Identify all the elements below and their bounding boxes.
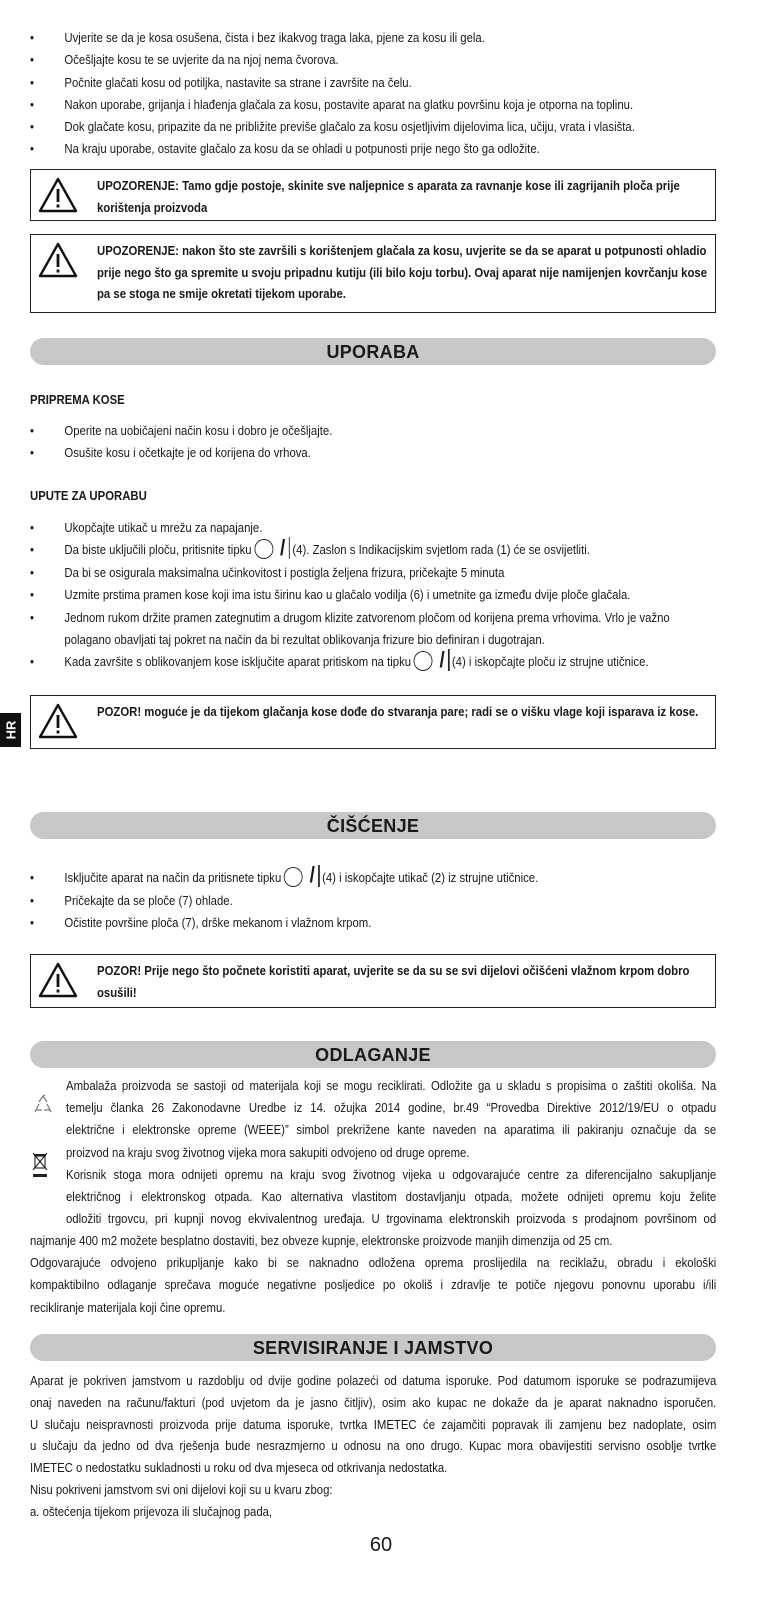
servis-paragraph: Aparat je pokriven jamstvom u razdoblju od dvije godine polazeći od datuma isporuke. Pod datumom isporuke se podrazumijeva onaj naveden na računu/fakturi (pod uvjetom da je jasno čitljiv), osim ako kupac ne dokaže da je aparat naknadno isporučen. U slučaju neispravnosti proizvoda prije datuma isporuke, tvrtka IMETEC će zajamčiti popravak ili zamjenu bez nadoplate, osim u slučaju da jedno od dva rješenja bude nesrazmjerno u odnosu na ono drugo. Kupac mora obavijestiti servisno osoblje tvrtke IMETEC o nedostatku sukladnosti u roku od dva mjeseca od otkrivanja nedostatka. Nisu pokriveni jamstvom svi oni dijelovi koji su u kvaru zbog: a. oštećenja tijekom prijevoza ili slučajnog pada,	[30, 1373, 717, 1519]
warning-text: POZOR! Prije nego što počnete koristiti aparat, uvjerite se da su se svi dijelovi očišćeni vlažnom krpom dobro osušili!	[97, 963, 690, 1000]
list-item: • Da biste uključili ploču, pritisnite tipku / (4). Zaslon s Indikacijskim svjetlom rada (1) će se osvijetliti.	[30, 534, 590, 560]
list-item: • Pričekajte da se ploče (7) ohlade.	[30, 892, 233, 908]
crossed-bin-icon	[30, 1150, 50, 1180]
list-item: • Uzmite prstima pramen kose koji ima istu širinu kao u glačalo vodilja (6) i umetnite ga između dvije ploče glačala.	[30, 587, 631, 603]
section-heading-ciscenje: ČIŠĆENJE	[30, 812, 716, 839]
warning-text: UPOZORENJE: Tamo gdje postoje, skinite sve naljepnice s aparata za ravnanje kose ili zagrijanih ploča prije korištenja proizvoda	[97, 178, 680, 215]
list-item: • Osušite kosu i očetkajte je od korijena do vrhova.	[30, 445, 311, 461]
warning-triangle-icon	[37, 241, 79, 279]
ciscenje-list	[30, 862, 744, 934]
warning-box	[30, 695, 716, 749]
list-item: • Kada završite s oblikovanjem kose isključite aparat pritiskom na tipku / (4) i iskopčajte ploču iz strujne utičnice.	[30, 646, 649, 672]
list-item: • Očistite površine ploča (7), drške mekanom i vlažnom krpom.	[30, 914, 372, 930]
list-item: • Ukopčajte utikač u mrežu za napajanje.	[30, 520, 263, 535]
subheading-upute: UPUTE ZA UPORABU	[30, 488, 147, 503]
list-item: • Uvjerite se da je kosa osušena, čista i bez ikakvog traga laka, pjene za kosu ili gela.	[30, 30, 485, 45]
section-heading-uporaba: UPORABA	[30, 338, 716, 365]
power-button-icon	[414, 651, 433, 671]
section-heading-servis: SERVISIRANJE I JAMSTVO	[30, 1334, 716, 1361]
list-item: • Nakon uporabe, grijanja i hlađenja glačala za kosu, postavite aparat na glatku površinu koja je otporna na toplinu.	[30, 96, 634, 112]
list-item: • Očešljajte kosu te se uvjerite da na njoj nema čvorova.	[30, 52, 339, 68]
warning-text: POZOR! moguće je da tijekom glačanja kose dođe do stvaranja pare; radi se o višku vlage koji isparava iz kose.	[97, 704, 699, 719]
list-item: • Počnite glačati kosu od potiljka, nastavite sa strane i završite na čelu.	[30, 74, 412, 90]
language-tab: HR	[0, 713, 21, 747]
list-item: • Dok glačate kosu, pripazite da ne približite previše glačalo za kosu osjetljivim dijelovima lica, učiju, vrata i vlasišta.	[30, 119, 635, 135]
upute-list	[30, 517, 744, 674]
intro-bullet-list	[30, 27, 744, 161]
list-item: • Isključite aparat na način da pritisnete tipku / (4) i iskopčajte utikač (2) iz strujne utičnice.	[30, 862, 539, 888]
warning-box	[30, 234, 716, 313]
list-item: • Na kraju uporabe, ostavite glačalo za kosu da se ohladi u potpunosti prije nego što ga odložite.	[30, 141, 540, 157]
recycle-icon	[32, 1093, 54, 1115]
odlaganje-paragraph-continued: najmanje 400 m2 možete besplatno dostaviti, bez obveze kupnje, elektronske proizvode manjih dimenzija od 25 cm. Odgovarajuće odvojeno prikupljanje kako bi se naknadno odložena oprema proslijedila na reciklažu, obradu i ekološki kompaktibilno odlaganje sprečava moguće negativne posljedice po okoliš i zdravlje te potiče njegovu ponovnu uporabu i/ili recikliranje materijala koji čine opremu.	[30, 1233, 717, 1315]
warning-triangle-icon	[37, 176, 79, 214]
subheading-priprema: PRIPREMA KOSE	[30, 392, 125, 407]
list-item-continuation: polagano obavljati taj pokret na način da bi rezultat oblikovanja frizure bio definiran i dugotrajan.	[64, 631, 545, 647]
odlaganje-paragraph: Ambalaža proizvoda se sastoji od materijala koji se mogu reciklirati. Odložite ga u skladu s propisima o zaštiti okoliša. Na temelju članka 26 Zakonodavne Uredbe iz 14. ožujka 2014 godine, br.49 “Provedba Direktive 2012/19/EU o otpadu električne i elektronske opreme (WEEE)” simbol prekrižene kante naveden na aparatima ili pakiranju označuje da se proizvod na kraju svog životnog vijeka mora sakupiti odvojeno od druge opreme. Korisnik stoga mora odnijeti opremu na kraju svog životnog vijeka u odgovarajuće centre za diferencijalno sakupljanje električnog i elektronskog otpada. Kao alternativa vlastitom dostavljanju otpada, možete odnijeti opremu koju želite odložiti trgovcu, pri kupnji novog ekvivalentnog uređaja. U trgovinama elektronskih proizvoda s prodajnom površinom od	[66, 1078, 717, 1227]
warning-text: UPOZORENJE: nakon što ste završili s korištenjem glačala za kosu, uvjerite se da se aparat u potpunosti ohladio prije nego što ga spremite u svoju pripadnu kutiju (ili bilo koju torbu). Ovaj aparat nije namijenjen kovrčanju kose pa se stoga ne smije okretati tijekom uporabe.	[97, 243, 708, 301]
priprema-list	[30, 420, 744, 465]
section-heading-odlaganje: ODLAGANJE	[30, 1041, 716, 1068]
warning-triangle-icon	[37, 961, 79, 999]
list-item: • Jednom rukom držite pramen zategnutim a drugom klizite zatvorenom pločom od korijena prema vrhovima. Vrlo je važno	[30, 609, 670, 625]
page-number: 60	[369, 1534, 393, 1556]
power-button-icon	[284, 867, 303, 887]
power-button-icon	[254, 539, 273, 559]
warning-box	[30, 169, 716, 221]
list-item: • Da bi se osigurala maksimalna učinkovitost i postigla željena frizura, pričekajte 5 minuta	[30, 564, 505, 580]
warning-triangle-icon	[37, 702, 79, 740]
warning-box	[30, 954, 716, 1008]
list-item: • Operite na uobičajeni način kosu i dobro je očešljajte.	[30, 423, 333, 438]
